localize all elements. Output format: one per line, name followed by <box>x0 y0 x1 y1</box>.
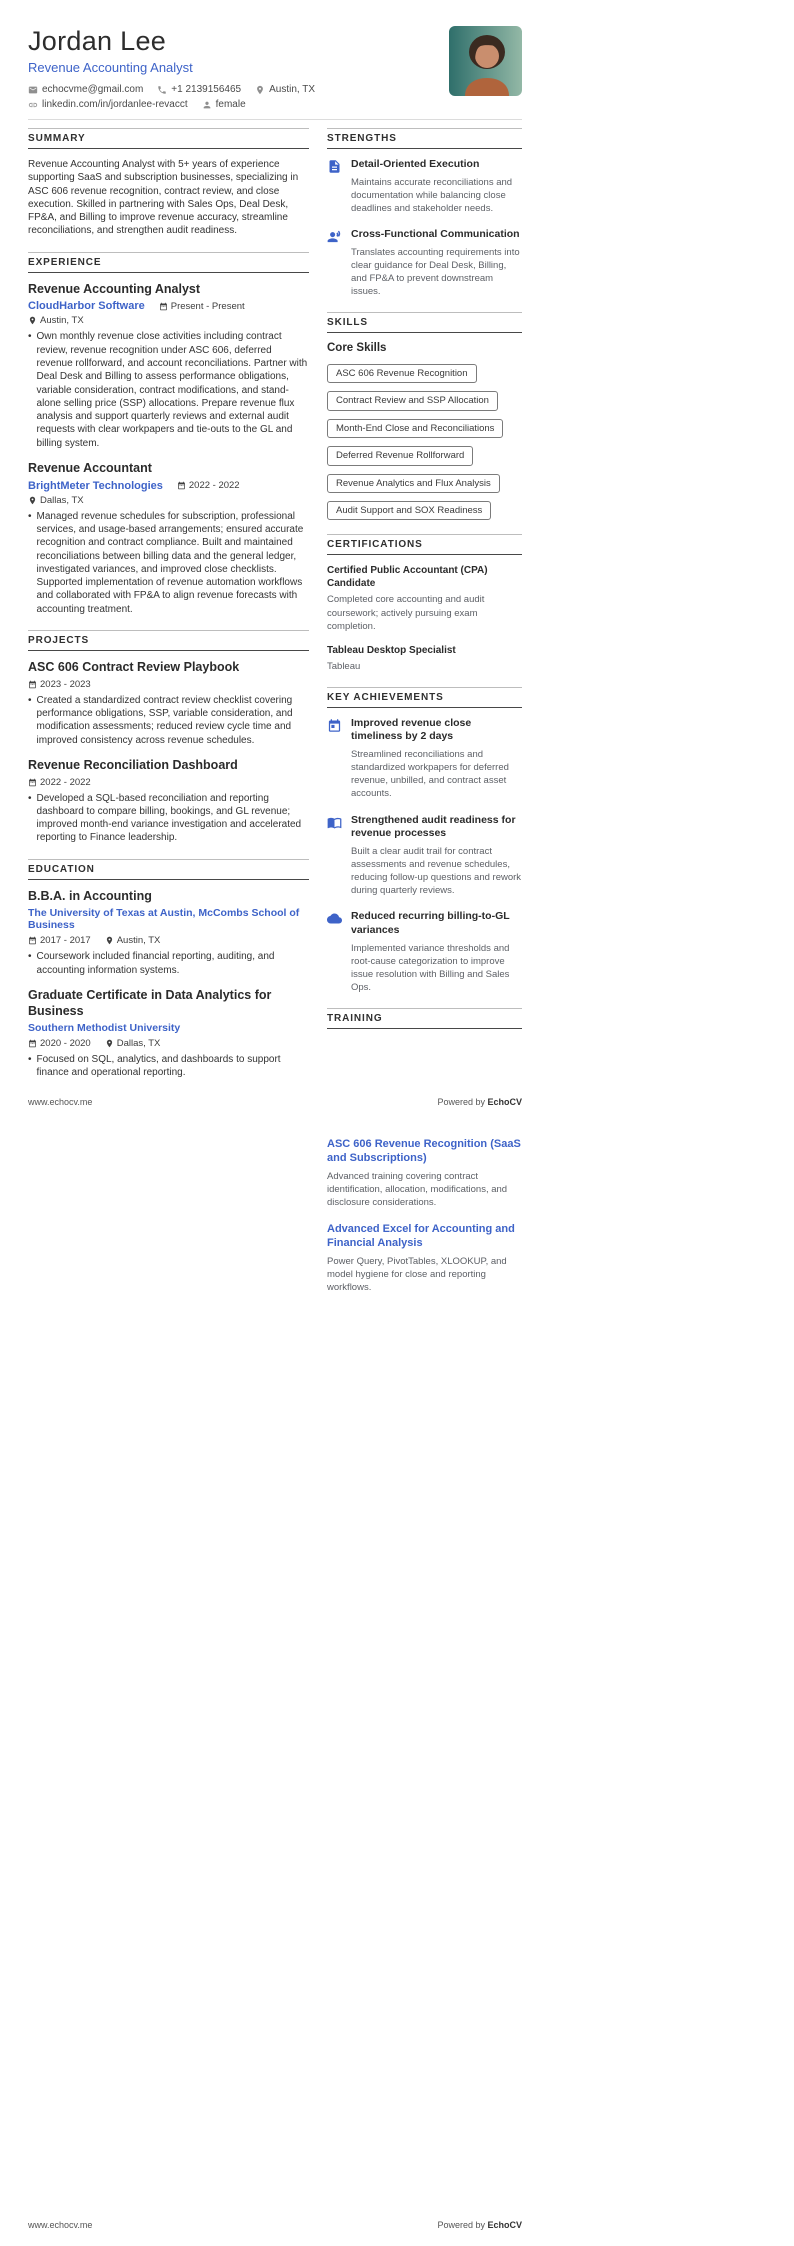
skill-tag: Month-End Close and Reconciliations <box>327 419 503 438</box>
left-column <box>28 128 309 1094</box>
project-name: Revenue Reconciliation Dashboard <box>28 757 238 772</box>
achievements-heading: KEY ACHIEVEMENTS <box>327 687 522 708</box>
certification-description: Tableau <box>327 660 361 672</box>
left-column-empty <box>28 1137 309 1307</box>
resume-header <box>28 26 522 120</box>
calendar-icon <box>28 936 37 945</box>
achievement-title: Strengthened audit readiness for revenue processes <box>351 813 516 840</box>
certification-entry <box>327 564 522 632</box>
contact-linkedin[interactable]: linkedin.com/in/jordanlee-revacct <box>28 99 188 110</box>
achievement-text: Implemented variance thresholds and root-cause categorization to improve issue resolution with Billing and Sales Ops. <box>351 942 510 993</box>
education-degree: Graduate Certificate in Data Analytics for Business <box>28 987 272 1018</box>
link-icon <box>28 100 38 110</box>
certification-name: Certified Public Accountant (CPA) Candidate <box>327 565 488 590</box>
header-identity <box>28 26 449 110</box>
summary-heading: SUMMARY <box>28 128 309 149</box>
section-projects <box>28 630 309 845</box>
strength-text: Maintains accurate reconciliations and documentation while balancing close deadlines and stakeholder needs. <box>351 176 513 214</box>
project-bullet: • Developed a SQL-based reconciliation and reporting dashboard to compare billing, bookings, and GL revenue; improved month-end variance investigation and accelerated reporting to Finance leadership. <box>28 792 309 845</box>
document-icon <box>327 158 342 215</box>
calendar-icon <box>159 302 168 311</box>
footer-site-link[interactable]: www.echocv.me <box>28 2220 93 2230</box>
section-experience <box>28 252 309 616</box>
person-icon <box>202 100 212 110</box>
achievement-text: Streamlined reconciliations and standardized workpapers for deferred revenue, unbilled, and contract asset accounts. <box>351 749 509 800</box>
section-education <box>28 859 309 1080</box>
project-entry <box>28 758 309 845</box>
contact-gender: female <box>202 99 246 110</box>
section-key-achievements <box>327 687 522 994</box>
strength-title: Detail-Oriented Execution <box>351 158 480 170</box>
skill-tag: Deferred Revenue Rollforward <box>327 446 473 465</box>
skills-heading: SKILLS <box>327 312 522 333</box>
location-pin-icon <box>28 496 37 505</box>
education-location: Austin, TX <box>105 935 161 946</box>
training-name: Advanced Excel for Accounting and Financial Analysis <box>327 1222 515 1250</box>
experience-dates: Present - Present <box>159 301 245 312</box>
experience-dates: 2022 - 2022 <box>177 480 240 491</box>
project-dates: 2022 - 2022 <box>28 777 91 788</box>
skill-tag: Audit Support and SOX Readiness <box>327 501 491 520</box>
certification-name: Tableau Desktop Specialist <box>327 644 456 656</box>
education-bullet: • Coursework included financial reporting, auditing, and accounting information systems. <box>28 950 309 977</box>
candidate-job-title: Revenue Accounting Analyst <box>28 60 193 75</box>
skill-tag: Revenue Analytics and Flux Analysis <box>327 474 500 493</box>
page-footer <box>28 1097 522 1107</box>
section-certifications <box>327 534 522 672</box>
achievement-title: Reduced recurring billing-to-GL variances <box>351 910 510 936</box>
footer-powered-by[interactable]: Powered by EchoCV <box>437 1097 522 1107</box>
experience-role: Revenue Accountant <box>28 461 152 476</box>
resume-page-2 <box>0 1123 794 2246</box>
skill-tag: Contract Review and SSP Allocation <box>327 391 498 410</box>
strength-item <box>327 228 522 298</box>
book-icon <box>327 814 342 898</box>
training-description: Power Query, PivotTables, XLOOKUP, and model hygiene for close and reporting workflows. <box>327 1255 507 1293</box>
cloud-icon <box>327 910 342 994</box>
contact-location: Austin, TX <box>255 84 315 95</box>
contact-phone[interactable]: +1 2139156465 <box>157 84 241 95</box>
experience-heading: EXPERIENCE <box>28 252 309 273</box>
calendar-icon <box>28 1039 37 1048</box>
strength-title: Cross-Functional Communication <box>351 227 520 240</box>
location-pin-icon <box>105 1039 114 1048</box>
certifications-heading: CERTIFICATIONS <box>327 534 522 555</box>
education-entry <box>28 889 309 977</box>
education-school: The University of Texas at Austin, McCombs School of Business <box>28 907 300 932</box>
achievement-item <box>327 910 522 994</box>
location-pin-icon <box>28 316 37 325</box>
achievement-text: Built a clear audit trail for contract assessments and revenue schedules, reducing follow-up questions and rework during quarterly reviews. <box>351 845 522 897</box>
footer-powered-by[interactable]: Powered by EchoCV <box>437 2220 522 2230</box>
education-heading: EDUCATION <box>28 859 309 880</box>
summary-text: Revenue Accounting Analyst with 5+ years of experience supporting SaaS and subscription businesses, specializing in ASC 606 revenue recognition, contract review, and close execution. Skilled in partnering with Sales Ops, Deal Desk, FP&A, and Billing to improve revenue accuracy, streamline reconciliations, and strengthen audit readiness. <box>28 159 299 237</box>
location-pin-icon <box>105 936 114 945</box>
education-dates: 2020 - 2020 <box>28 1038 91 1049</box>
experience-entry <box>28 461 309 616</box>
certification-entry <box>327 644 522 673</box>
certification-description: Completed core accounting and audit coursework; actively pursuing exam completion. <box>327 594 485 632</box>
right-column <box>327 128 522 1094</box>
calendar-icon <box>327 717 342 801</box>
education-location: Dallas, TX <box>105 1038 161 1049</box>
page-footer <box>28 2220 522 2230</box>
candidate-name: Jordan Lee <box>28 26 167 56</box>
skill-tag: ASC 606 Revenue Recognition <box>327 364 477 383</box>
section-skills <box>327 312 522 520</box>
education-degree: B.B.A. in Accounting <box>28 888 152 903</box>
experience-bullet: • Own monthly revenue close activities including contract review, revenue recognition under ASC 606, deferred revenue rollforward, and account reconciliations. Partner with Deal Desk and Billing to assess performance obligations, variable consideration, contract modifications, and stand-alone selling price (SSP) allocations. Prepare revenue flux analysis and support quarterly reviews and external audit requests with clear workpapers and tie-outs to the GL and billing system. <box>28 330 309 450</box>
section-training <box>327 1008 522 1029</box>
echocv-brand: EchoCV <box>487 2220 522 2230</box>
strengths-heading: STRENGTHS <box>327 128 522 149</box>
phone-icon <box>157 85 167 95</box>
experience-bullet: • Managed revenue schedules for subscription, professional services, and usage-based arrangements; ensured accurate recognition and contract compliance. Built and maintained reconciliations between billing data and the general ledger, investigated variances, and improved close checklists. Supported implementation of revenue automation workflows and collaborated with FP&A to align revenue forecasts with accounting treatment. <box>28 510 309 616</box>
project-dates: 2023 - 2023 <box>28 679 91 690</box>
achievement-item <box>327 814 522 898</box>
training-name: ASC 606 Revenue Recognition (SaaS and Subscriptions) <box>327 1138 521 1165</box>
experience-location: Austin, TX <box>28 315 84 326</box>
location-pin-icon <box>255 85 265 95</box>
section-summary <box>28 128 309 238</box>
experience-role: Revenue Accounting Analyst <box>28 281 201 296</box>
training-heading: TRAINING <box>327 1008 522 1029</box>
footer-site-link[interactable]: www.echocv.me <box>28 1097 93 1107</box>
mail-icon <box>28 85 38 95</box>
achievement-item <box>327 717 522 801</box>
education-bullet: • Focused on SQL, analytics, and dashboards to support finance and operational reporting. <box>28 1053 309 1080</box>
education-dates: 2017 - 2017 <box>28 935 91 946</box>
project-entry <box>28 660 309 747</box>
projects-heading: PROJECTS <box>28 630 309 651</box>
calendar-icon <box>28 778 37 787</box>
skills-group-title: Core Skills <box>327 342 387 355</box>
contact-row <box>28 84 449 110</box>
education-school: Southern Methodist University <box>28 1022 181 1035</box>
training-description: Advanced training covering contract identification, allocation, modifications, and disclosure considerations. <box>327 1170 508 1208</box>
experience-company: CloudHarbor Software <box>28 300 145 313</box>
strength-item <box>327 158 522 215</box>
calendar-icon <box>177 481 186 490</box>
training-entry <box>327 1222 522 1294</box>
project-bullet: • Created a standardized contract review checklist covering performance obligations, SSP, variable consideration, and modification assessments; reduced review cycle time and improved consistency across revenue schedules. <box>28 694 309 747</box>
strength-text: Translates accounting requirements into clear guidance for Deal Desk, Billing, and FP&A to prevent downstream issues. <box>351 246 520 297</box>
echocv-brand: EchoCV <box>487 1097 522 1107</box>
achievement-title: Improved revenue close timeliness by 2 days <box>351 716 472 743</box>
profile-photo <box>449 26 522 96</box>
experience-company: BrightMeter Technologies <box>28 479 163 492</box>
experience-entry <box>28 282 309 450</box>
contact-email[interactable]: echocvme@gmail.com <box>28 84 143 95</box>
calendar-icon <box>28 680 37 689</box>
section-strengths <box>327 128 522 298</box>
right-column <box>327 1137 522 1307</box>
experience-location: Dallas, TX <box>28 495 84 506</box>
project-name: ASC 606 Contract Review Playbook <box>28 660 240 675</box>
education-entry <box>28 988 309 1080</box>
training-entry <box>327 1137 522 1209</box>
communication-icon <box>327 228 342 298</box>
